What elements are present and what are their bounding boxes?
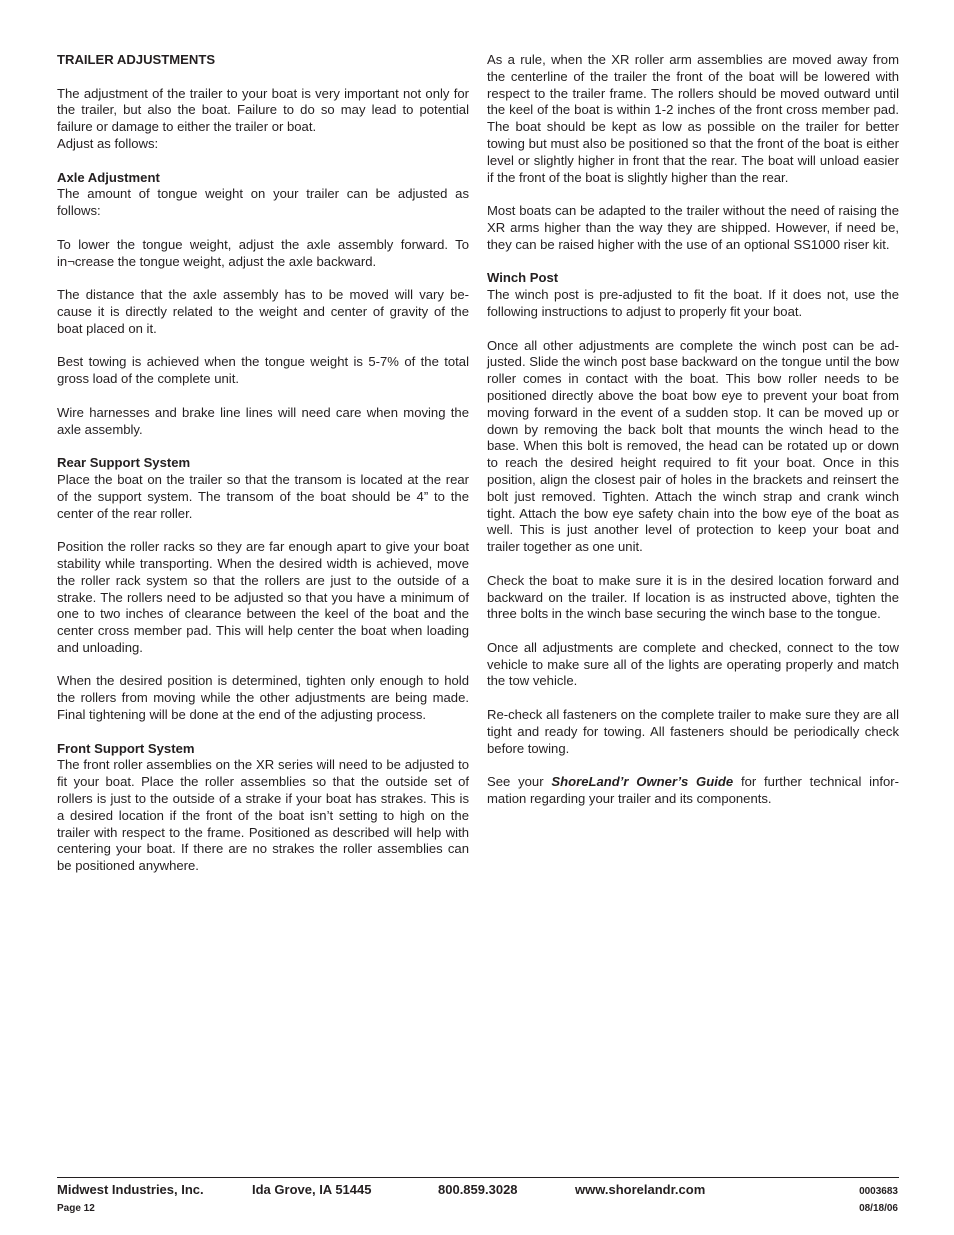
footer-page-number: Page 12 [57, 1203, 95, 1214]
footer-date: 08/18/06 [859, 1203, 898, 1214]
axle-adjustment-heading: Axle Adjustment [57, 169, 160, 185]
front-support-heading: Front Support System [57, 740, 195, 756]
rear-paragraph-1: Place the boat on the trailer so that the transom is located at the rear of the support system. The transom of the boat should be 4” to the center of the rear roller. [57, 471, 469, 521]
axle-paragraph-2: To lower the tongue weight, adjust the axle assembly forward. To in¬crease the tongue weight, adjust the axle backward. [57, 236, 469, 269]
winch-paragraph-4: Once all adjustments are complete and checked, connect to the tow vehicle to make sure all of the lights are operating properly and match the tow vehicle. [487, 639, 899, 689]
rear-paragraph-2: Position the roller racks so they are far enough apart to give your boat stability while transporting. When the desired width is achieved, move the roller rack system so that the rollers are just to the outside of a strake. The rollers need to be adjusted so that you have a minimum of one to two inches of clearance between the keel of the boat and the center cross member pad. This will help center the boat when loading and unloading. [57, 539, 469, 655]
winch-paragraph-1: The winch post is pre-adjusted to fit the boat. If it does not, use the following instructions to adjust to properly fit your boat. [487, 287, 899, 319]
left-column [57, 52, 469, 892]
rule-paragraph-2: Most boats can be adapted to the trailer without the need of raising the XR arms higher than the way they are shipped. However, if need be, they can be raised higher with the use of an optional SS1000 riser kit. [487, 203, 899, 252]
footer-divider [57, 1177, 899, 1178]
axle-paragraph-1: The amount of tongue weight on your trailer can be adjusted as follows: [57, 186, 469, 219]
section-title: TRAILER ADJUSTMENTS [57, 52, 216, 67]
right-column [487, 52, 899, 825]
intro-paragraph: The adjustment of the trailer to your boat is very important not only for the trailer, but also the boat. Failure to do so may lead to potential failure or damage to either the trailer or boat. [57, 85, 469, 135]
owners-guide-title: ShoreLand’r Owner’s Guide [551, 774, 734, 790]
footer-website: www.shorelandr.com [575, 1182, 706, 1197]
winch-post-heading: Winch Post [487, 270, 559, 286]
rear-support-heading: Rear Support System [57, 455, 191, 471]
axle-paragraph-5: Wire harnesses and brake line lines will need care when moving the axle assembly. [57, 404, 469, 437]
axle-paragraph-3: The distance that the axle assembly has to be moved will vary because it is directly related to the weight and center of gravity of the boat placed on it. [57, 287, 469, 336]
intro-adjust-line: Adjust as follows: [57, 135, 159, 151]
winch-paragraph-3: Check the boat to make sure it is in the desired location forward and backward on the trailer. If location is as instructed above, tighten the three bolts in the winch base securing the winch base to the tongue. [487, 572, 899, 622]
winch-paragraph-2: Once all other adjustments are complete the winch post can be adjusted. Slide the winch post base backward on the tongue until the bow roller comes in contact with the boat. This bow roller needs to be positioned directly above the boat bow eye to prevent your boat from moving forward in the event of a sudden stop. It can be moved up or down by removing the back bolt that mounts the winch head to the base. When this bolt is removed, the head can be rotated up or down to reach the desired height required to fit your boat. Once in this position, align the closest pair of holes in the brackets and reinsert the bolt just removed. Tighten. Attach the winch strap and crank winch tight. Attach the bow eye safety chain into the bow eye of the boat as well. This is just another level of protection to keep your boat and trailer together as one unit. [487, 337, 899, 555]
rear-paragraph-3: When the desired position is determined, tighten only enough to hold the rollers from moving while the other adjustments are being made. Final tightening will be done at the end of the adjusting process. [57, 673, 469, 723]
rule-paragraph-1: As a rule, when the XR roller arm assemblies are moved away from the centerline of the trailer the front of the boat will be lowered with respect to the trailer frame. The rollers should be moved outward until the keel of the boat is within 1-2 inches of the front cross member pad. The boat should be kept as low as possible on the trailer for better towing but must also be positioned so that the front of the boat is either level or slightly higher in front that the rear. The boat will unload easier if the front of the boat is slightly higher than the rear. [487, 52, 899, 185]
footer-doc-number: 0003683 [859, 1186, 898, 1197]
owners-guide-paragraph [487, 774, 899, 808]
guide-suffix: for further technical information regarding your trailer and its components. [487, 774, 900, 807]
axle-paragraph-4: Best towing is achieved when the tongue weight is 5-7% of the total gross load of the complete unit. [57, 354, 469, 387]
winch-paragraph-5: Re-check all fasteners on the complete trailer to make sure they are all tight and ready for towing. All fasteners should be periodically check before towing. [487, 707, 899, 756]
footer-company: Midwest Industries, Inc. [57, 1182, 204, 1197]
guide-prefix: See your [487, 774, 552, 790]
front-paragraph-1: The front roller assemblies on the XR series will need to be adjusted to fit your boat. Place the roller assemblies so that the outside set of rollers is just to the outside of a strake if your boat has strakes. This is a desired location if the front of the boat isn’t setting to high on the trailer with respect to the frame. Positioned as described will help with centering your boat. If there are no strakes the roller assemblies can be positioned anywhere. [57, 757, 469, 874]
footer-city: Ida Grove, IA 51445 [252, 1182, 372, 1197]
footer-phone: 800.859.3028 [438, 1182, 518, 1197]
